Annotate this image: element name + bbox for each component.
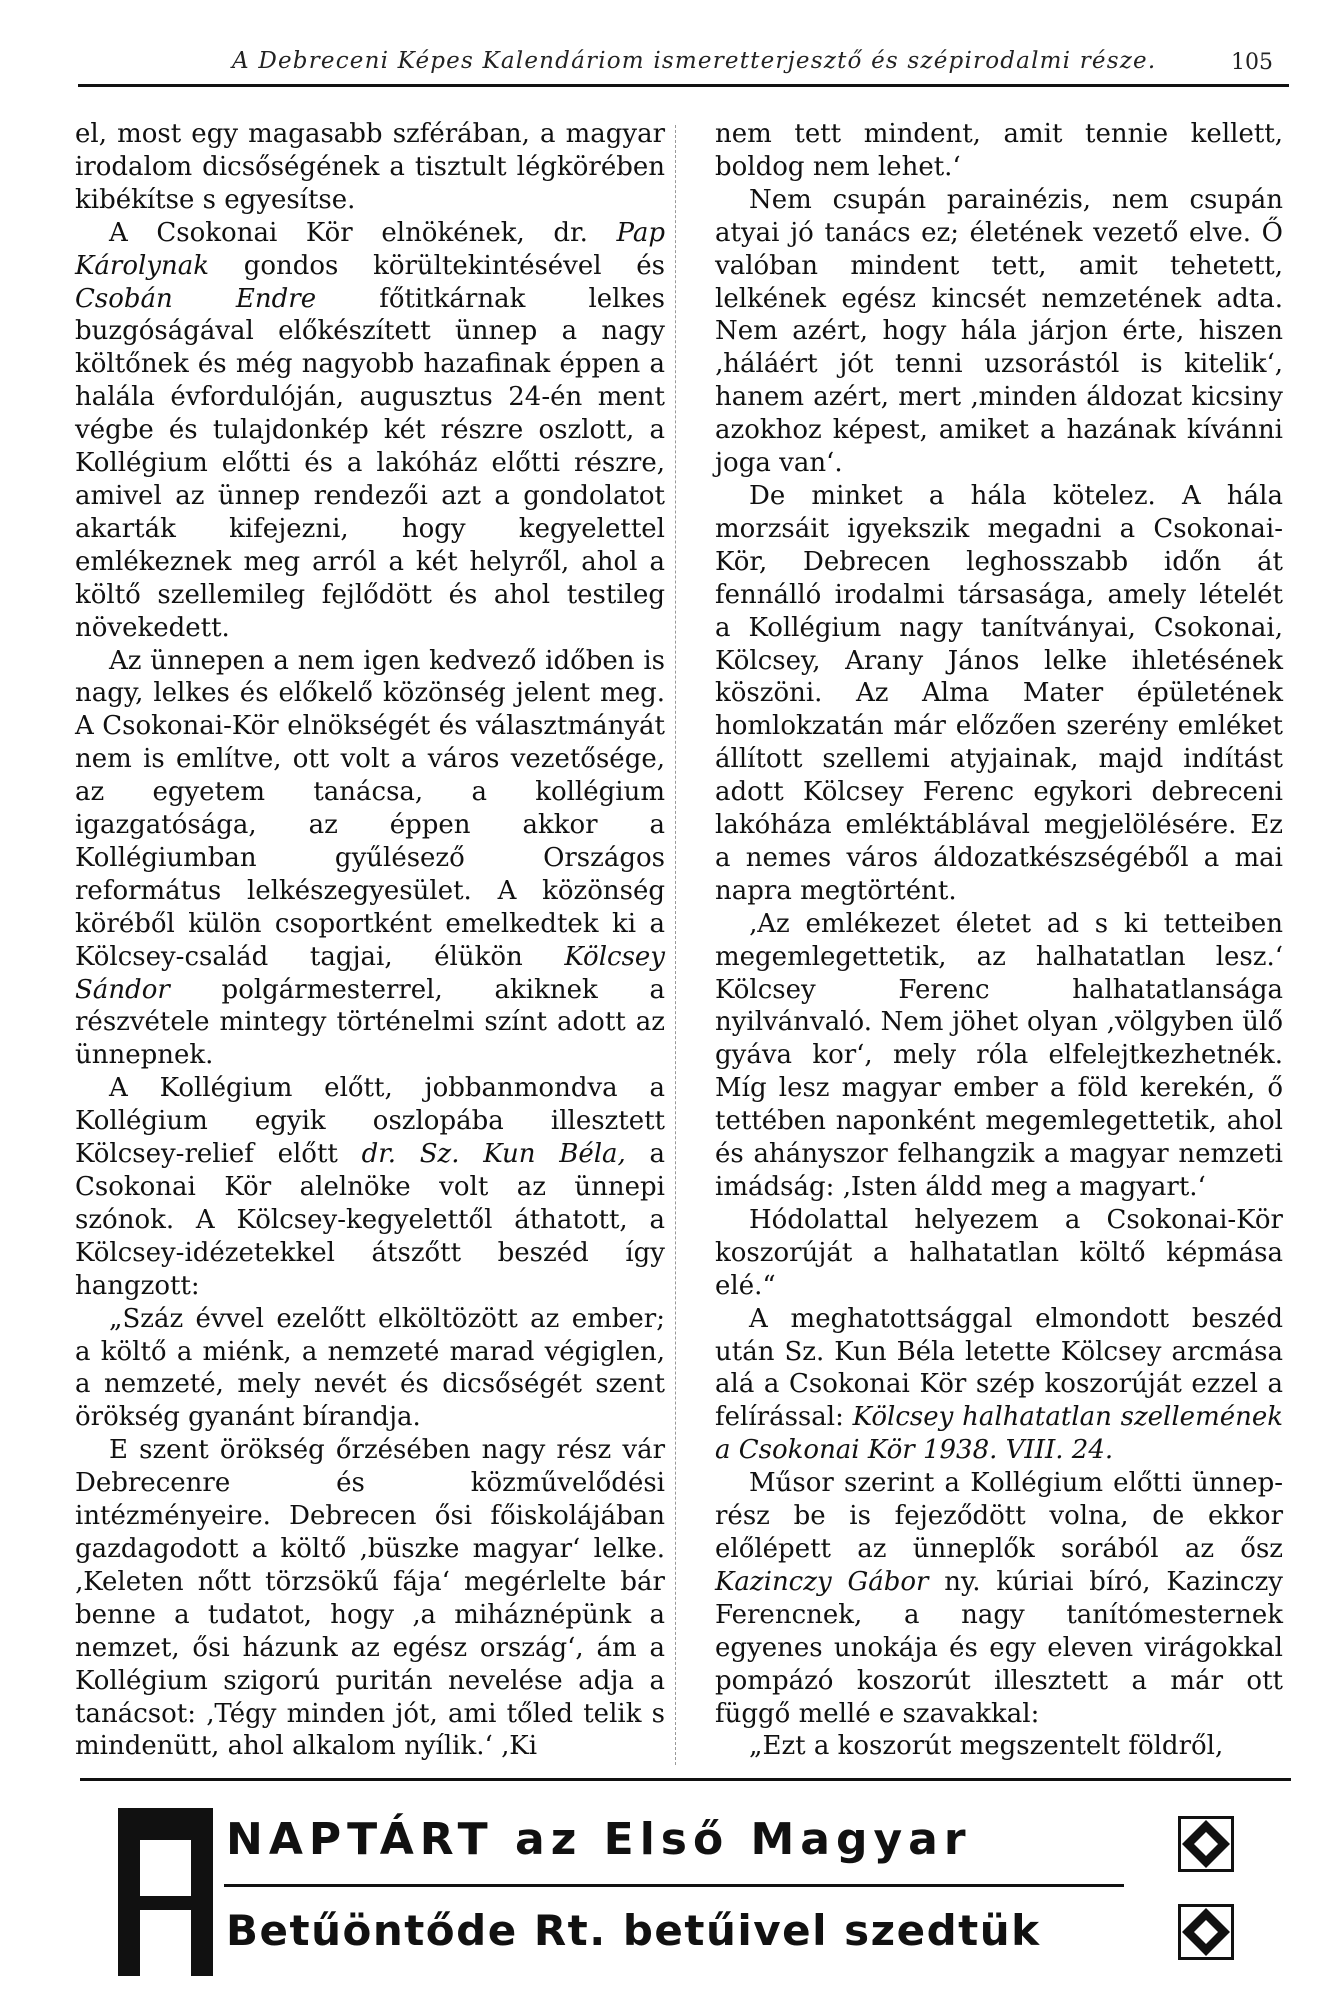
right-paragraph-2: Nem csupán parainézis, nem csupán atyai jó tanács ez; életének vezető elve. Ő valóban mindent tett, amit tehetett, lelkének egész kincsét nemzetének adta. Nem azért, hogy hála járjon érte, hiszen ‚háláért jót tenni uzsorástól is kitelik‘, hanem azért, mert ‚minden áldozat kicsiny azokhoz képest, amiket a hazának kívánni joga van‘. [715,184,1283,479]
column-divider [675,125,676,1765]
left-paragraph-3: Az ünnepen a nem igen kedvező időben is nagy, lelkes és előkelő közönség jelent meg. A Csokonai-Kör elnökségét és választmányát nem is említve, ott volt a város vezetősége, az egyetem tanácsa, a kollégium igazgatósága, az éppen akkor a Kollégiumban gyűlésező Országos református lelkészegyesület. A közönség köréből külön csoportként emelkedtek ki a Kölcsey-család tagjai, élükön Kölcsey Sándor polgármesterrel, akiknek a részvétele mintegy történelmi színt adott az ünnepnek. [75,645,665,1071]
diamond-ornament-icon [1178,1816,1234,1872]
right-paragraph-3: De minket a hála kötelez. A hála morzsáit igyekszik megadni a Csokonai-Kör, Debrecen leghosszabb időn át fennálló irodalmi társasága, amely lételét a Kollégium nagy tanítványai, Csokonai, Kölcsey, Arany János lelke ihletésének köszöni. Az Alma Mater épületének homlokzatán már előzően szerény emléket állított szellemi atyjainak, majd indítást adott Kölcsey Ferenc egykori debreceni lakóháza emléktáblával megjelölésére. Ez a nemes város áldozatkészségéből a mai napra megtörtént. [715,480,1283,906]
name-csoban-endre: Csobán Endre [75,283,317,314]
left-paragraph-4: A Kollégium előtt, jobbanmondva a Kollégium egyik oszlopába illesztett Kölcsey-relief előtt dr. Sz. Kun Béla, a Csokonai Kör alelnöke volt az ünnepi szónok. A Kölcsey-kegyelettől áthatott, a Kölcsey-idézetekkel átszőtt beszéd így hangzott: [75,1073,666,1301]
advertisement-line-1: NAPTÁRT az Első Magyar [226,1814,972,1865]
right-paragraph-1: nem tett mindent, amit tennie kellett, boldog nem lehet.‘ [715,119,1283,182]
diamond-ornament-icon [1178,1904,1234,1960]
header-rule [78,84,1289,87]
name-sz-kun-bela: dr. Sz. Kun Béla, [361,1139,626,1170]
right-paragraph-4: ‚Az emlékezet életet ad s ki tetteiben megemlegettetik, az halhatatlan lesz.‘ Kölcsey Ferenc halhatatlansága nyilvánvaló. Nem jöhet olyan ‚völgyben ülő gyáva kor‘, mely róla elfelejtkezhetnék. Míg lesz magyar ember a föld kerekén, ő tettében naponként megemlegettetik, ahol és ahányszor felhangzik a magyar nemzeti imádság: ‚Isten áldd meg a magyart.‘ [715,908,1283,1202]
right-paragraph-5: Hódolattal helyezem a Csokonai-Kör koszorúját a halhatatlan költő képmása elé.“ [715,1204,1283,1301]
running-title: A Debreceni Képes Kalendáriom ismeretterjesztő és szépirodalmi része. [232,48,1157,74]
right-paragraph-7: Műsor szerint a Kollégium előtti ünnep-rész be is fejeződött volna, de ekkor előlépett az ünneplők sorából az ősz Kazinczy Gábor ny. kúriai bíró, Kazinczy Ferencnek, a nagy tanítómesternek egyenes unokája és egy eleven virágokkal pompázó koszorút illesztett a már ott függő mellé e szavakkal: [715,1468,1283,1729]
left-paragraph-5: „Száz évvel ezelőtt elköltözött az ember; a költő a miénk, a nemzeté marad végiglen, a nemzeté, mely nevét és dicsőségét szent örökség gyanánt bírandja. [75,1303,665,1433]
wreath-inscription: Kölcsey halhatatlan szellemének a Csokonai Kör 1938. VIII. 24. [715,1402,1283,1466]
left-paragraph-1: el, most egy magasabb szférában, a magyar irodalom dicsőségének a tisztult légkörében kibékítse s egyesítse. [75,119,665,215]
left-paragraph-6: E szent örökség őrzésében nagy rész vár Debrecenre és közművelődési intézményeire. Debrecen ősi főiskolájában gazdagodott a költő ‚büszke magyar‘ lelke. ‚Keleten nőtt törzsökű fája‘ megérlelte bár benne a tudatot, hogy ‚a miháznépünk a nemzet, ősi házunk az egész ország‘, ám a Kollégium szigorú puritán nevelése adja a tanácsot: ‚Tégy minden jót, ami tőled telik s mindenütt, ahol alkalom nyílik.‘ ‚Ki [75,1435,665,1762]
right-column [715,118,1283,1763]
right-paragraph-8: „Ezt a koszorút megszentelt földről, [749,1731,1224,1762]
name-kazinczy-gabor: Kazinczy Gábor [715,1566,929,1597]
page-number: 105 [1231,50,1273,75]
advertisement-rule [224,1884,1124,1887]
left-column [75,118,665,1763]
footer-rule [80,1778,1291,1781]
right-paragraph-6: A meghatottsággal elmondott beszéd után Sz. Kun Béla letette Kölcsey arcmása alá a Csokonai Kör szép koszorúját ezzel a felírással: Kölcsey halhatatlan szellemének a Csokonai Kör 1938. VIII. 24. [715,1303,1283,1466]
type-foundry-logo-icon [118,1808,213,1976]
advertisement-line-2: Betűöntőde Rt. betűivel szedtük [226,1906,1041,1955]
page-header [70,28,1289,74]
printer-advertisement [118,1808,1238,1976]
left-paragraph-2: A Csokonai Kör elnökének, dr. Pap Károlynak gondos körültekintésével és Csobán Endre főtitkárnak lelkes buzgóságával előkészített ünnep a nagy költőnek és még nagyobb hazafinak éppen a halála évfordulóján, augusztus 24-én ment végbe és tulajdonkép két részre oszlott, a Kollégium előtti és a lakóház előtti részre, amivel az ünnep rendezői azt a gondolatot akarták kifejezni, hogy kegyelettel emlékeznek meg arról a két helyről, ahol a költő szellemileg fejlődött és ahol testileg növekedett. [75,217,665,643]
name-pap-karoly: Pap Károlynak [75,217,665,281]
name-kolcsey-sandor: Kölcsey Sándor [75,941,665,1005]
